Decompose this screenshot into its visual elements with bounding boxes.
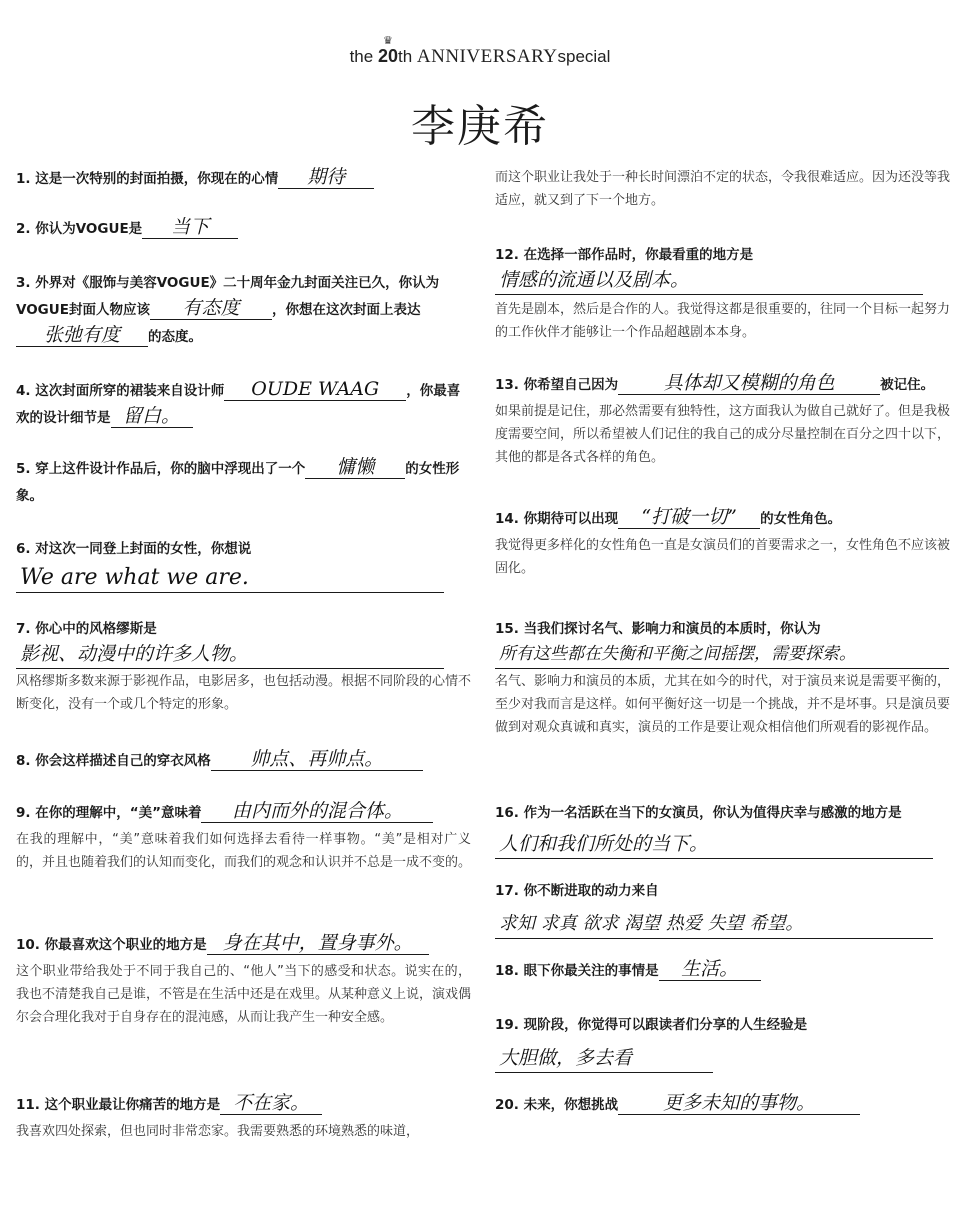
question-6 xyxy=(16,536,471,563)
question-8 xyxy=(16,748,471,775)
question-3-prompt-c: 的态度。 xyxy=(148,329,202,345)
question-19 xyxy=(495,1012,950,1039)
question-19-prompt: 19. 现阶段，你觉得可以跟读者们分享的人生经验是 xyxy=(495,1017,808,1033)
question-13-answer: 具体却又模糊的角色 xyxy=(618,372,880,395)
question-15-prompt: 15. 当我们探讨名气、影响力和演员的本质时，你认为 xyxy=(495,621,821,637)
question-17-answer: 求知 求真 欲求 渴望 热爱 失望 希望。 xyxy=(495,910,933,939)
question-9-answer: 由内而外的混合体。 xyxy=(201,800,433,823)
question-14-prompt-a: 14. 你期待可以出现 xyxy=(495,511,619,527)
header-number xyxy=(377,35,398,66)
question-11-body: 我喜欢四处探索，但也同时非常恋家。我需要熟悉的环境熟悉的味道， xyxy=(16,1124,420,1139)
question-15-body: 名气、影响力和演员的本质，尤其在如今的时代，对于演员来说是需要平衡的，至少对我而言是这样。如何平衡好这一切是一个挑战，并不是坏事。只是演员要做到对观众真诚和真实，演员的工作是要让观众相信他们所观看的影视作品。 xyxy=(495,674,951,735)
question-9-body: 在我的理解中，“美”意味着我们如何选择去看待一样事物。“美”是相对广义的，并且也随着我们的认知而变化，而我们的观念和认识并不总是一成不变的。 xyxy=(16,832,472,870)
question-10-answer: 身在其中，置身事外。 xyxy=(207,932,429,955)
question-9 xyxy=(16,800,471,827)
question-7 xyxy=(16,616,471,643)
question-14-answer: “打破一切” xyxy=(618,506,760,529)
question-12-prompt: 12. 在选择一部作品时，你最看重的地方是 xyxy=(495,247,754,263)
question-3-answer-b: 张弛有度 xyxy=(16,324,148,347)
question-14-prompt-b: 的女性角色。 xyxy=(760,511,842,527)
question-7-answer: 影视、动漫中的许多人物。 xyxy=(16,640,444,669)
question-2-answer: 当下 xyxy=(142,216,238,239)
question-6-prompt: 6. 对这次一同登上封面的女性，你想说 xyxy=(16,541,252,557)
question-20-prompt: 20. 未来，你想挑战 xyxy=(495,1097,619,1113)
question-10-body: 这个职业带给我处于不同于我自己的、“他人”当下的感受和状态。说实在的，我也不清楚我自己是谁，不管是在生活中还是在戏里。从某种意义上说，演戏偶尔会合理化我对于自身存在的混沌感，从而让我产生一种安全感。 xyxy=(16,964,472,1025)
question-17 xyxy=(495,878,950,905)
question-5-answer: 慵懒 xyxy=(305,456,405,479)
question-13-prompt-b: 被记住。 xyxy=(880,377,935,393)
header-special: special xyxy=(557,47,611,66)
question-11-prompt: 11. 这个职业最让你痛苦的地方是 xyxy=(16,1097,221,1113)
question-3-answer-a: 有态度 xyxy=(150,297,272,320)
question-11-answer: 不在家。 xyxy=(220,1092,322,1115)
question-2 xyxy=(16,216,471,243)
question-4 xyxy=(16,378,471,432)
question-18-prompt: 18. 眼下你最关注的事情是 xyxy=(495,963,659,979)
question-16-answer: 人们和我们所处的当下。 xyxy=(495,830,933,859)
question-11 xyxy=(16,1092,471,1119)
question-18 xyxy=(495,958,950,985)
question-13-body: 如果前提是记住，那必然需要有独特性，这方面我认为做自己就好了。但是我极度需要空间，所以希望被人们记住的我自己的成分尽量控制在百分之四十以下，其他的都是各式各样的角色。 xyxy=(495,404,951,465)
question-4-prompt-a: 4. 这次封面所穿的裙装来自设计师 xyxy=(16,383,225,399)
question-12-answer: 情感的流通以及剧本。 xyxy=(495,266,923,295)
question-9-prompt: 9. 在你的理解中，“美”意味着 xyxy=(16,805,202,821)
question-12-body: 首先是剧本，然后是合作的人。我觉得这都是很重要的，往同一个目标一起努力的工作伙伴才能够让一个作品超越剧本本身。 xyxy=(495,302,951,340)
question-7-body: 风格缪斯多数来源于影视作品，电影居多，也包括动漫。根据不同阶段的心情不断变化，没有一个或几个特定的形象。 xyxy=(16,674,472,712)
question-12 xyxy=(495,242,950,269)
header-prefix: the xyxy=(349,47,378,66)
question-3 xyxy=(16,270,471,351)
question-1-prompt: 1. 这是一次特别的封面拍摄，你现在的心情 xyxy=(16,171,279,187)
question-20 xyxy=(495,1092,950,1119)
question-7-prompt: 7. 你心中的风格缪斯是 xyxy=(16,621,157,637)
question-8-prompt: 8. 你会这样描述自己的穿衣风格 xyxy=(16,753,211,769)
question-4-prompt-b: ，你最喜欢的设计细节是 xyxy=(16,383,461,426)
question-15 xyxy=(495,616,950,643)
question-13 xyxy=(495,372,950,399)
header-suffix: th xyxy=(397,47,417,66)
question-15-answer: 所有这些都在失衡和平衡之间摇摆，需要探索。 xyxy=(495,640,949,669)
question-4-answer-a: OUDE WAAG xyxy=(224,378,406,401)
question-6-answer: We are what we are. xyxy=(16,564,444,593)
question-20-answer: 更多未知的事物。 xyxy=(618,1092,860,1115)
question-11-body-continued: 而这个职业让我处于一种长时间漂泊不定的状态，令我很难适应。因为还没等我适应，就又到了下一个地方。 xyxy=(495,170,951,208)
question-18-answer: 生活。 xyxy=(659,958,761,981)
page-title: 李庚希 xyxy=(411,101,549,152)
anniversary-header xyxy=(0,35,960,68)
question-1 xyxy=(16,166,471,193)
question-10 xyxy=(16,932,471,959)
question-14-body: 我觉得更多样化的女性角色一直是女演员们的首要需求之一，女性角色不应该被固化。 xyxy=(495,538,951,576)
question-13-prompt-a: 13. 你希望自己因为 xyxy=(495,377,619,393)
question-8-answer: 帅点、再帅点。 xyxy=(211,748,423,771)
header-anniversary: ANNIVERSARY xyxy=(416,46,558,67)
crown-icon: ♛ xyxy=(383,35,393,47)
question-16 xyxy=(495,800,950,827)
question-5-prompt-a: 5. 穿上这件设计作品后，你的脑中浮现出了一个 xyxy=(16,461,306,477)
question-1-answer: 期待 xyxy=(278,166,374,189)
question-2-prompt: 2. 你认为VOGUE是 xyxy=(16,221,143,237)
question-5-prompt-b: 的女性形象。 xyxy=(16,461,460,504)
question-10-prompt: 10. 你最喜欢这个职业的地方是 xyxy=(16,937,207,953)
question-19-answer: 大胆做，多去看 xyxy=(495,1044,713,1073)
question-3-prompt-b: ，你想在这次封面上表达 xyxy=(271,302,421,318)
question-5 xyxy=(16,456,471,510)
question-14 xyxy=(495,506,950,533)
question-3-prompt-a: 3. 外界对《服饰与美容VOGUE》二十周年金九封面关注已久，你认为VOGUE封面人物应该 xyxy=(16,275,440,318)
question-17-prompt: 17. 你不断进取的动力来自 xyxy=(495,883,659,899)
question-4-answer-b: 留白。 xyxy=(111,405,193,428)
header-number-text: 20 xyxy=(377,46,398,66)
question-16-prompt: 16. 作为一名活跃在当下的女演员，你认为值得庆幸与感激的地方是 xyxy=(495,805,902,821)
